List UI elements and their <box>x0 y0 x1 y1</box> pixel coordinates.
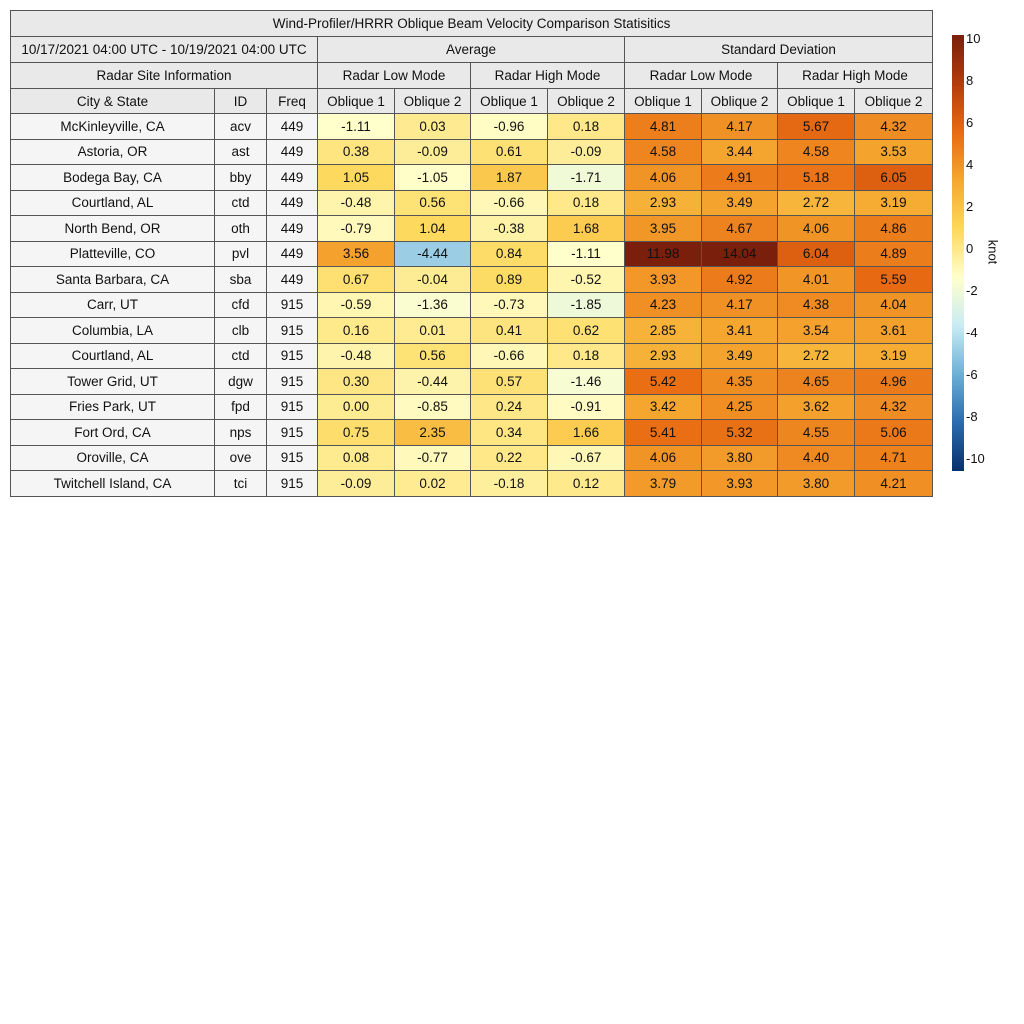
site-city-cell: Bodega Bay, CA <box>11 165 215 191</box>
mode-header: Radar Low Mode <box>318 63 471 89</box>
site-id-cell: clb <box>215 318 267 344</box>
value-cell: -1.71 <box>548 165 625 191</box>
value-cell: 4.32 <box>855 114 933 140</box>
comparison-table <box>10 10 933 497</box>
site-freq-cell: 915 <box>267 445 318 471</box>
value-cell: 0.38 <box>318 139 395 165</box>
site-id-cell: ast <box>215 139 267 165</box>
value-cell: 2.72 <box>778 190 855 216</box>
value-cell: 3.54 <box>778 318 855 344</box>
value-cell: 4.86 <box>855 216 933 242</box>
site-freq-cell: 449 <box>267 114 318 140</box>
column-header: Oblique 1 <box>625 89 702 114</box>
site-freq-cell: 915 <box>267 318 318 344</box>
site-city-cell: Fort Ord, CA <box>11 420 215 446</box>
column-header: Oblique 2 <box>395 89 471 114</box>
value-cell: 5.06 <box>855 420 933 446</box>
value-cell: 4.96 <box>855 369 933 395</box>
table-row <box>11 139 933 165</box>
value-cell: 0.67 <box>318 267 395 293</box>
site-city-cell: Platteville, CO <box>11 241 215 267</box>
site-freq-cell: 915 <box>267 394 318 420</box>
value-cell: -0.09 <box>318 471 395 497</box>
table-title: Wind-Profiler/HRRR Oblique Beam Velocity Comparison Statisitics <box>11 11 933 37</box>
value-cell: 5.41 <box>625 420 702 446</box>
value-cell: 4.35 <box>702 369 778 395</box>
site-freq-cell: 915 <box>267 343 318 369</box>
site-id-cell: ctd <box>215 190 267 216</box>
site-freq-cell: 449 <box>267 139 318 165</box>
value-cell: 4.40 <box>778 445 855 471</box>
value-cell: 3.56 <box>318 241 395 267</box>
site-freq-cell: 449 <box>267 241 318 267</box>
value-cell: -0.77 <box>395 445 471 471</box>
value-cell: 0.03 <box>395 114 471 140</box>
table-row <box>11 241 933 267</box>
column-header: City & State <box>11 89 215 114</box>
value-cell: 4.17 <box>702 292 778 318</box>
value-cell: -1.11 <box>548 241 625 267</box>
column-header: ID <box>215 89 267 114</box>
value-cell: 2.35 <box>395 420 471 446</box>
site-id-cell: fpd <box>215 394 267 420</box>
value-cell: 5.32 <box>702 420 778 446</box>
value-cell: -0.38 <box>471 216 548 242</box>
value-cell: 0.56 <box>395 190 471 216</box>
group-average-header: Average <box>318 37 625 63</box>
site-city-cell: Twitchell Island, CA <box>11 471 215 497</box>
table-row <box>11 343 933 369</box>
table-row <box>11 216 933 242</box>
site-id-cell: tci <box>215 471 267 497</box>
value-cell: 1.04 <box>395 216 471 242</box>
site-id-cell: ove <box>215 445 267 471</box>
value-cell: 1.05 <box>318 165 395 191</box>
value-cell: 0.08 <box>318 445 395 471</box>
table-row <box>11 394 933 420</box>
value-cell: -4.44 <box>395 241 471 267</box>
value-cell: 1.68 <box>548 216 625 242</box>
value-cell: -1.46 <box>548 369 625 395</box>
site-freq-cell: 449 <box>267 165 318 191</box>
value-cell: 3.19 <box>855 343 933 369</box>
site-freq-cell: 449 <box>267 267 318 293</box>
colorbar <box>952 35 964 471</box>
colorbar-tick-label: 0 <box>966 241 974 256</box>
site-freq-cell: 915 <box>267 471 318 497</box>
mode-header: Radar Low Mode <box>625 63 778 89</box>
value-cell: 1.87 <box>471 165 548 191</box>
value-cell: 4.06 <box>625 445 702 471</box>
value-cell: 3.95 <box>625 216 702 242</box>
site-city-cell: Courtland, AL <box>11 343 215 369</box>
value-cell: 4.92 <box>702 267 778 293</box>
value-cell: 0.18 <box>548 343 625 369</box>
value-cell: -0.48 <box>318 190 395 216</box>
value-cell: 0.57 <box>471 369 548 395</box>
value-cell: 2.93 <box>625 190 702 216</box>
mode-header: Radar High Mode <box>471 63 625 89</box>
site-id-cell: bby <box>215 165 267 191</box>
value-cell: -0.66 <box>471 190 548 216</box>
value-cell: 0.16 <box>318 318 395 344</box>
value-cell: 4.58 <box>778 139 855 165</box>
value-cell: -0.79 <box>318 216 395 242</box>
value-cell: -0.18 <box>471 471 548 497</box>
value-cell: 3.61 <box>855 318 933 344</box>
table-row <box>11 445 933 471</box>
site-city-cell: Oroville, CA <box>11 445 215 471</box>
value-cell: 0.12 <box>548 471 625 497</box>
site-city-cell: Santa Barbara, CA <box>11 267 215 293</box>
value-cell: 3.42 <box>625 394 702 420</box>
value-cell: 0.56 <box>395 343 471 369</box>
value-cell: 4.55 <box>778 420 855 446</box>
site-freq-cell: 915 <box>267 292 318 318</box>
value-cell: 3.49 <box>702 190 778 216</box>
value-cell: -1.85 <box>548 292 625 318</box>
value-cell: 3.19 <box>855 190 933 216</box>
value-cell: 0.75 <box>318 420 395 446</box>
value-cell: 4.06 <box>778 216 855 242</box>
colorbar-tick-label: -10 <box>966 451 985 466</box>
site-freq-cell: 449 <box>267 190 318 216</box>
value-cell: 3.62 <box>778 394 855 420</box>
colorbar-tick-label: 6 <box>966 115 974 130</box>
table-row <box>11 267 933 293</box>
site-freq-cell: 915 <box>267 420 318 446</box>
value-cell: 2.72 <box>778 343 855 369</box>
value-cell: 0.22 <box>471 445 548 471</box>
value-cell: 4.38 <box>778 292 855 318</box>
site-id-cell: dgw <box>215 369 267 395</box>
value-cell: 4.17 <box>702 114 778 140</box>
value-cell: 11.98 <box>625 241 702 267</box>
column-header: Oblique 2 <box>702 89 778 114</box>
value-cell: 3.80 <box>778 471 855 497</box>
value-cell: 4.21 <box>855 471 933 497</box>
value-cell: 5.42 <box>625 369 702 395</box>
value-cell: -0.52 <box>548 267 625 293</box>
value-cell: 0.61 <box>471 139 548 165</box>
value-cell: 6.05 <box>855 165 933 191</box>
value-cell: -0.96 <box>471 114 548 140</box>
site-city-cell: Columbia, LA <box>11 318 215 344</box>
value-cell: 4.32 <box>855 394 933 420</box>
site-id-cell: nps <box>215 420 267 446</box>
value-cell: 4.71 <box>855 445 933 471</box>
value-cell: 4.04 <box>855 292 933 318</box>
value-cell: -1.11 <box>318 114 395 140</box>
value-cell: -0.04 <box>395 267 471 293</box>
value-cell: 0.18 <box>548 114 625 140</box>
value-cell: 5.67 <box>778 114 855 140</box>
column-header: Oblique 1 <box>471 89 548 114</box>
value-cell: 0.89 <box>471 267 548 293</box>
value-cell: 3.49 <box>702 343 778 369</box>
site-info-header: Radar Site Information <box>11 63 318 89</box>
site-id-cell: pvl <box>215 241 267 267</box>
group-std-header: Standard Deviation <box>625 37 933 63</box>
value-cell: 0.18 <box>548 190 625 216</box>
colorbar-tick-label: 10 <box>966 31 981 46</box>
colorbar-tick-label: 8 <box>966 73 974 88</box>
colorbar-tick-label: -4 <box>966 325 978 340</box>
value-cell: 4.67 <box>702 216 778 242</box>
site-id-cell: cfd <box>215 292 267 318</box>
site-city-cell: Courtland, AL <box>11 190 215 216</box>
value-cell: 4.81 <box>625 114 702 140</box>
column-header: Oblique 1 <box>318 89 395 114</box>
value-cell: 0.41 <box>471 318 548 344</box>
site-id-cell: acv <box>215 114 267 140</box>
value-cell: 1.66 <box>548 420 625 446</box>
column-header: Oblique 1 <box>778 89 855 114</box>
table-row <box>11 165 933 191</box>
value-cell: 4.91 <box>702 165 778 191</box>
value-cell: 4.25 <box>702 394 778 420</box>
colorbar-unit-label: knot <box>985 239 1001 265</box>
value-cell: 4.23 <box>625 292 702 318</box>
value-cell: 4.65 <box>778 369 855 395</box>
value-cell: 3.53 <box>855 139 933 165</box>
colorbar-tick-label: -2 <box>966 283 978 298</box>
value-cell: -0.44 <box>395 369 471 395</box>
value-cell: -0.59 <box>318 292 395 318</box>
value-cell: 4.89 <box>855 241 933 267</box>
value-cell: 3.93 <box>625 267 702 293</box>
value-cell: 6.04 <box>778 241 855 267</box>
table-row <box>11 420 933 446</box>
site-id-cell: oth <box>215 216 267 242</box>
value-cell: -0.85 <box>395 394 471 420</box>
value-cell: 14.04 <box>702 241 778 267</box>
value-cell: 4.01 <box>778 267 855 293</box>
site-city-cell: Fries Park, UT <box>11 394 215 420</box>
value-cell: -0.66 <box>471 343 548 369</box>
value-cell: 0.01 <box>395 318 471 344</box>
site-city-cell: North Bend, OR <box>11 216 215 242</box>
mode-header: Radar High Mode <box>778 63 933 89</box>
value-cell: 3.44 <box>702 139 778 165</box>
colorbar-tick-label: 4 <box>966 157 974 172</box>
value-cell: 2.85 <box>625 318 702 344</box>
value-cell: 0.00 <box>318 394 395 420</box>
value-cell: -0.91 <box>548 394 625 420</box>
date-range: 10/17/2021 04:00 UTC - 10/19/2021 04:00 UTC <box>11 37 318 63</box>
value-cell: -0.09 <box>395 139 471 165</box>
value-cell: 0.30 <box>318 369 395 395</box>
value-cell: -0.67 <box>548 445 625 471</box>
site-freq-cell: 449 <box>267 216 318 242</box>
site-id-cell: ctd <box>215 343 267 369</box>
colorbar-tick-label: -6 <box>966 367 978 382</box>
value-cell: 0.34 <box>471 420 548 446</box>
site-city-cell: Carr, UT <box>11 292 215 318</box>
value-cell: 0.24 <box>471 394 548 420</box>
column-header: Freq <box>267 89 318 114</box>
value-cell: -0.48 <box>318 343 395 369</box>
colorbar-tick-label: 2 <box>966 199 974 214</box>
value-cell: 3.79 <box>625 471 702 497</box>
value-cell: 4.06 <box>625 165 702 191</box>
table-row <box>11 114 933 140</box>
site-city-cell: McKinleyville, CA <box>11 114 215 140</box>
value-cell: -0.09 <box>548 139 625 165</box>
value-cell: 4.58 <box>625 139 702 165</box>
value-cell: 3.41 <box>702 318 778 344</box>
value-cell: -1.05 <box>395 165 471 191</box>
site-city-cell: Tower Grid, UT <box>11 369 215 395</box>
table-row <box>11 318 933 344</box>
value-cell: 2.93 <box>625 343 702 369</box>
site-city-cell: Astoria, OR <box>11 139 215 165</box>
value-cell: 0.02 <box>395 471 471 497</box>
table-row <box>11 292 933 318</box>
table-row <box>11 471 933 497</box>
site-id-cell: sba <box>215 267 267 293</box>
value-cell: 0.84 <box>471 241 548 267</box>
column-header: Oblique 2 <box>855 89 933 114</box>
value-cell: 0.62 <box>548 318 625 344</box>
value-cell: 3.93 <box>702 471 778 497</box>
value-cell: -1.36 <box>395 292 471 318</box>
table-row <box>11 190 933 216</box>
table-row <box>11 369 933 395</box>
value-cell: -0.73 <box>471 292 548 318</box>
colorbar-tick-label: -8 <box>966 409 978 424</box>
value-cell: 3.80 <box>702 445 778 471</box>
value-cell: 5.18 <box>778 165 855 191</box>
value-cell: 5.59 <box>855 267 933 293</box>
site-freq-cell: 915 <box>267 369 318 395</box>
column-header: Oblique 2 <box>548 89 625 114</box>
